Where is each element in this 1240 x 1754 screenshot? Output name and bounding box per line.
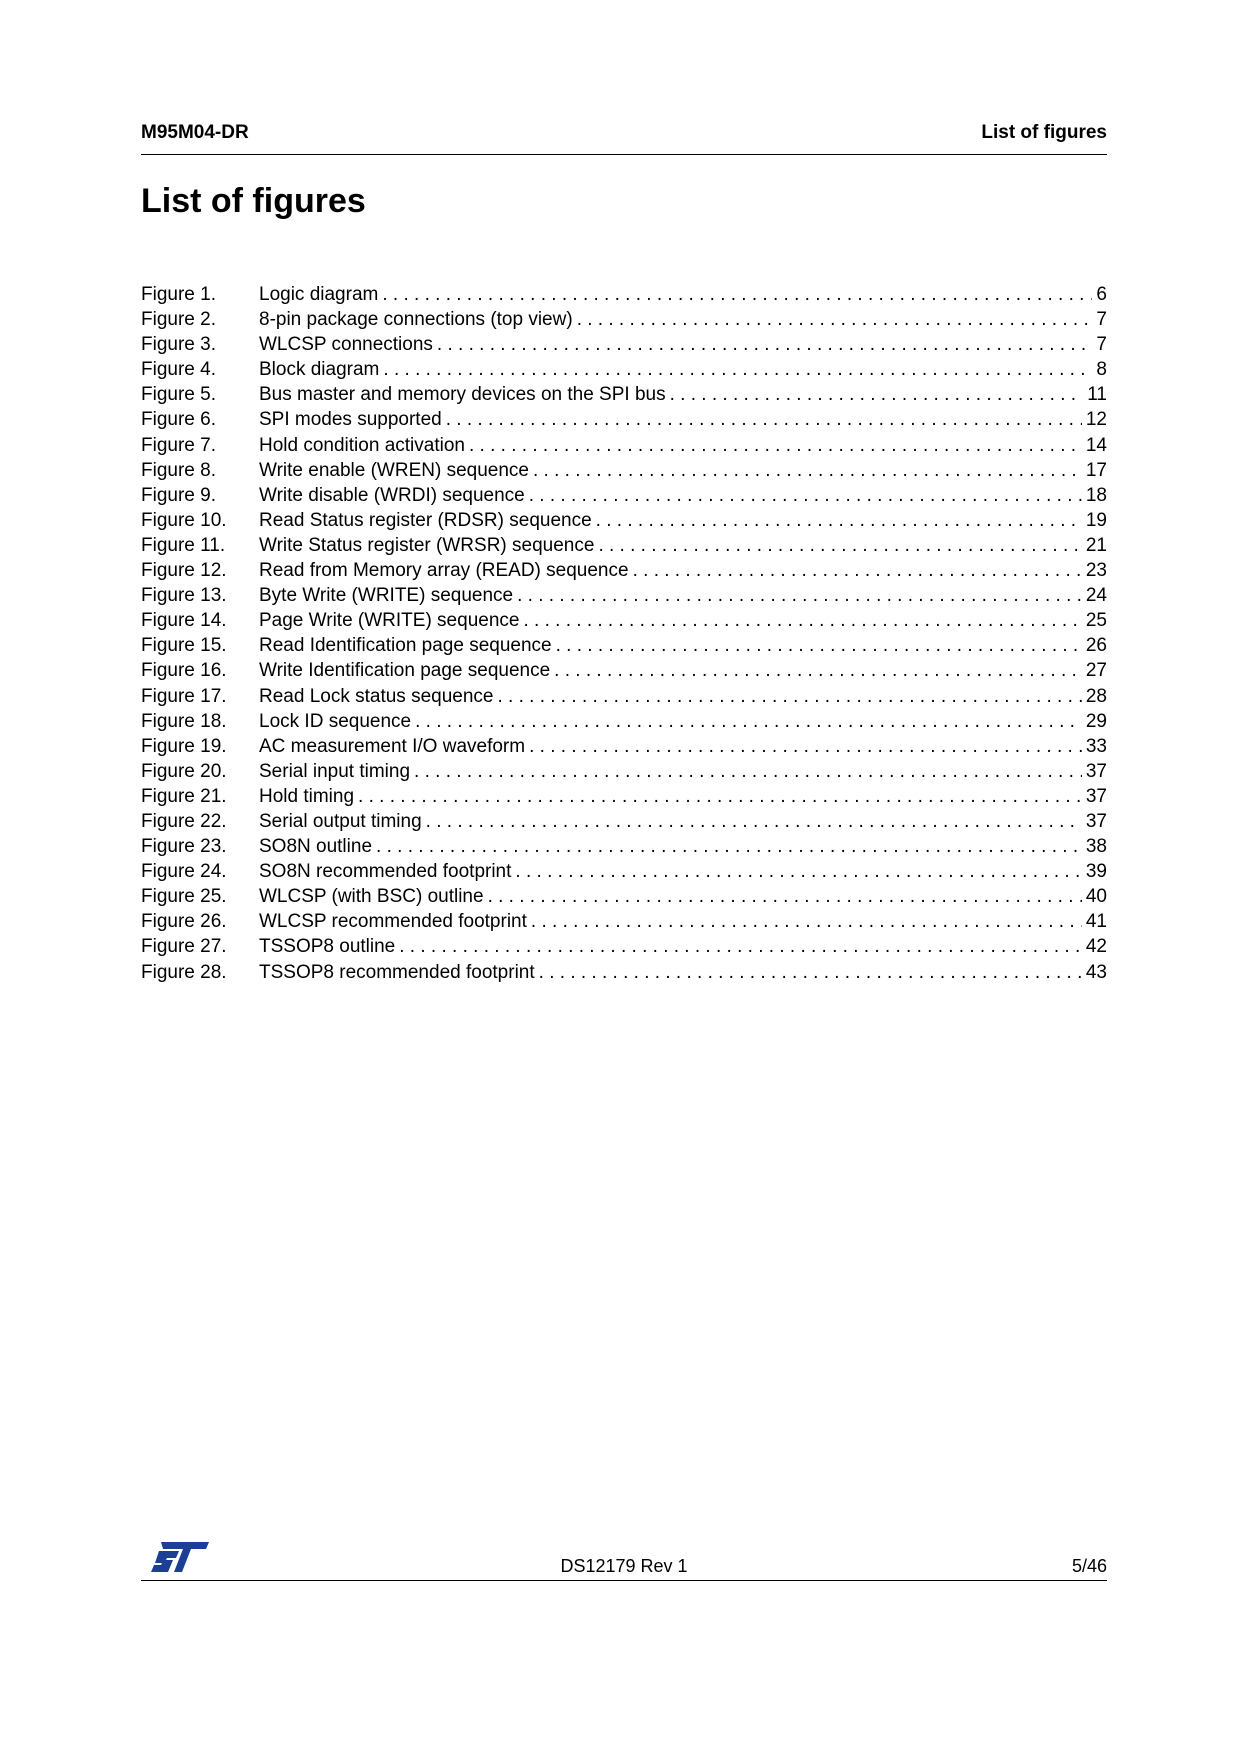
dot-leader [554,658,1082,683]
figure-list-entry[interactable] [141,633,1107,658]
dot-leader [529,734,1082,759]
figure-title: Bus master and memory devices on the SPI bus [259,384,666,406]
figure-title: Write Status register (WRSR) sequence [259,534,595,556]
figure-page-number: 41 [1085,911,1107,933]
dot-leader [488,884,1082,909]
figure-list-entry[interactable] [141,282,1107,307]
figure-number: Figure 13. [141,585,227,607]
figure-page-number: 42 [1085,936,1107,958]
figure-page-number: 40 [1085,886,1107,908]
figure-list-entry[interactable] [141,382,1107,407]
footer-doc-revision: DS12179 Rev 1 [560,1556,688,1576]
figure-title: WLCSP (with BSC) outline [259,886,484,908]
figure-page-number: 38 [1085,836,1107,858]
figure-list-entry[interactable] [141,960,1107,985]
figure-page-number: 37 [1085,785,1107,807]
figure-title: Block diagram [259,359,380,381]
figure-list-entry[interactable] [141,809,1107,834]
dot-leader [523,608,1081,633]
figure-number: Figure 2. [141,309,216,331]
figure-title: Read Status register (RDSR) sequence [259,509,592,531]
figure-page-number: 29 [1085,710,1107,732]
figure-number: Figure 3. [141,334,216,356]
figure-page-number: 19 [1085,509,1107,531]
figure-list-entry[interactable] [141,332,1107,357]
figure-title: Byte Write (WRITE) sequence [259,585,514,607]
figure-page-number: 25 [1085,610,1107,632]
figure-page-number: 28 [1085,685,1107,707]
figure-number: Figure 12. [141,560,227,582]
page-header [141,120,1107,155]
figure-list-entry[interactable] [141,508,1107,533]
dot-leader [529,483,1082,508]
figure-page-number: 43 [1085,961,1107,983]
figure-title: Read Identification page sequence [259,635,552,657]
figure-number: Figure 28. [141,961,227,983]
figure-page-number: 7 [1096,309,1107,331]
page-footer [141,1540,1107,1581]
figure-list-entry[interactable] [141,684,1107,709]
figure-list-entry[interactable] [141,583,1107,608]
dot-leader [415,709,1082,734]
figure-page-number: 12 [1085,409,1107,431]
figure-page-number: 26 [1085,635,1107,657]
figure-list-entry[interactable] [141,558,1107,583]
figure-number: Figure 6. [141,409,216,431]
dot-leader [426,809,1082,834]
figure-title: Lock ID sequence [259,710,412,732]
figure-title: Logic diagram [259,284,379,305]
figure-page-number: 39 [1085,861,1107,883]
figure-title: Read Lock status sequence [259,685,494,707]
dot-leader [531,909,1082,934]
figure-list-entry[interactable] [141,859,1107,884]
figure-list [141,282,1107,985]
figure-list-entry[interactable] [141,909,1107,934]
figure-page-number: 33 [1085,735,1107,757]
figure-title: WLCSP recommended footprint [259,911,527,933]
figure-number: Figure 21. [141,785,227,807]
figure-number: Figure 26. [141,911,227,933]
dot-leader [596,508,1082,533]
dot-leader [382,282,1092,307]
dot-leader [577,307,1093,332]
figure-number: Figure 11. [141,534,226,556]
dot-leader [670,382,1084,407]
figure-number: Figure 18. [141,710,227,732]
figure-number: Figure 16. [141,660,227,682]
dot-leader [376,834,1082,859]
figure-title: TSSOP8 recommended footprint [259,961,535,983]
figure-number: Figure 1. [141,284,216,305]
footer-page-number: 5/46 [1071,1556,1107,1576]
header-doc-id: M95M04-DR [141,122,249,143]
figure-title: AC measurement I/O waveform [259,735,526,757]
figure-title: Write disable (WRDI) sequence [259,484,525,506]
figure-page-number: 11 [1087,384,1107,406]
dot-leader [446,407,1082,432]
figure-list-entry[interactable] [141,759,1107,784]
figure-number: Figure 7. [141,434,216,456]
figure-list-entry[interactable] [141,458,1107,483]
figure-number: Figure 4. [141,359,216,381]
figure-list-entry[interactable] [141,483,1107,508]
figure-list-entry[interactable] [141,407,1107,432]
dot-leader [414,759,1082,784]
figure-title: WLCSP connections [259,334,433,356]
dot-leader [598,533,1081,558]
figure-number: Figure 14. [141,610,227,632]
figure-number: Figure 5. [141,384,216,406]
figure-page-number: 17 [1085,459,1107,481]
page-title: List of figures [141,182,366,220]
figure-title: Serial output timing [259,810,422,832]
figure-list-entry[interactable] [141,884,1107,909]
figure-page-number: 8 [1096,359,1107,381]
dot-leader [539,960,1082,985]
dot-leader [517,583,1082,608]
dot-leader [515,859,1081,884]
figure-list-entry[interactable] [141,307,1107,332]
figure-page-number: 37 [1085,760,1107,782]
figure-title: Read from Memory array (READ) sequence [259,560,629,582]
figure-title: 8-pin package connections (top view) [259,309,573,331]
figure-number: Figure 19. [141,735,227,757]
figure-page-number: 37 [1085,810,1107,832]
figure-title: Write enable (WREN) sequence [259,459,529,481]
figure-title: Serial input timing [259,760,411,782]
figure-title: Page Write (WRITE) sequence [259,610,520,632]
figure-title: TSSOP8 outline [259,936,396,958]
figure-number: Figure 24. [141,861,227,883]
figure-list-entry[interactable] [141,658,1107,683]
figure-number: Figure 23. [141,836,227,858]
dot-leader [498,684,1082,709]
figure-list-entry[interactable] [141,433,1107,458]
figure-list-entry[interactable] [141,608,1107,633]
figure-list-entry[interactable] [141,734,1107,759]
figure-page-number: 27 [1085,660,1107,682]
figure-number: Figure 20. [141,760,227,782]
figure-list-entry[interactable] [141,709,1107,734]
figure-list-entry[interactable] [141,934,1107,959]
figure-number: Figure 8. [141,459,216,481]
figure-page-number: 7 [1096,334,1107,356]
dot-leader [383,357,1092,382]
figure-page-number: 14 [1085,434,1107,456]
figure-number: Figure 17. [141,685,227,707]
dot-leader [437,332,1093,357]
figure-title: Hold timing [259,785,355,807]
figure-number: Figure 10. [141,509,227,531]
figure-page-number: 23 [1085,560,1107,582]
figure-title: SPI modes supported [259,409,442,431]
figure-list-entry[interactable] [141,834,1107,859]
figure-page-number: 18 [1085,484,1107,506]
dot-leader [633,558,1082,583]
figure-page-number: 21 [1085,534,1107,556]
figure-number: Figure 15. [141,635,227,657]
figure-title: Hold condition activation [259,434,465,456]
dot-leader [556,633,1082,658]
figure-number: Figure 25. [141,886,227,908]
dot-leader [469,433,1082,458]
dot-leader [399,934,1082,959]
figure-title: SO8N outline [259,836,373,858]
figure-list-entry[interactable] [141,533,1107,558]
figure-list-entry[interactable] [141,784,1107,809]
figure-title: SO8N recommended footprint [259,861,512,883]
figure-number: Figure 9. [141,484,216,506]
figure-page-number: 24 [1085,585,1107,607]
dot-leader [533,458,1082,483]
figure-page-number: 6 [1096,284,1107,305]
figure-number: Figure 27. [141,936,227,958]
dot-leader [358,784,1082,809]
figure-number: Figure 22. [141,810,227,832]
header-section-title: List of figures [981,122,1107,143]
figure-list-entry[interactable] [141,357,1107,382]
figure-title: Write Identification page sequence [259,660,551,682]
